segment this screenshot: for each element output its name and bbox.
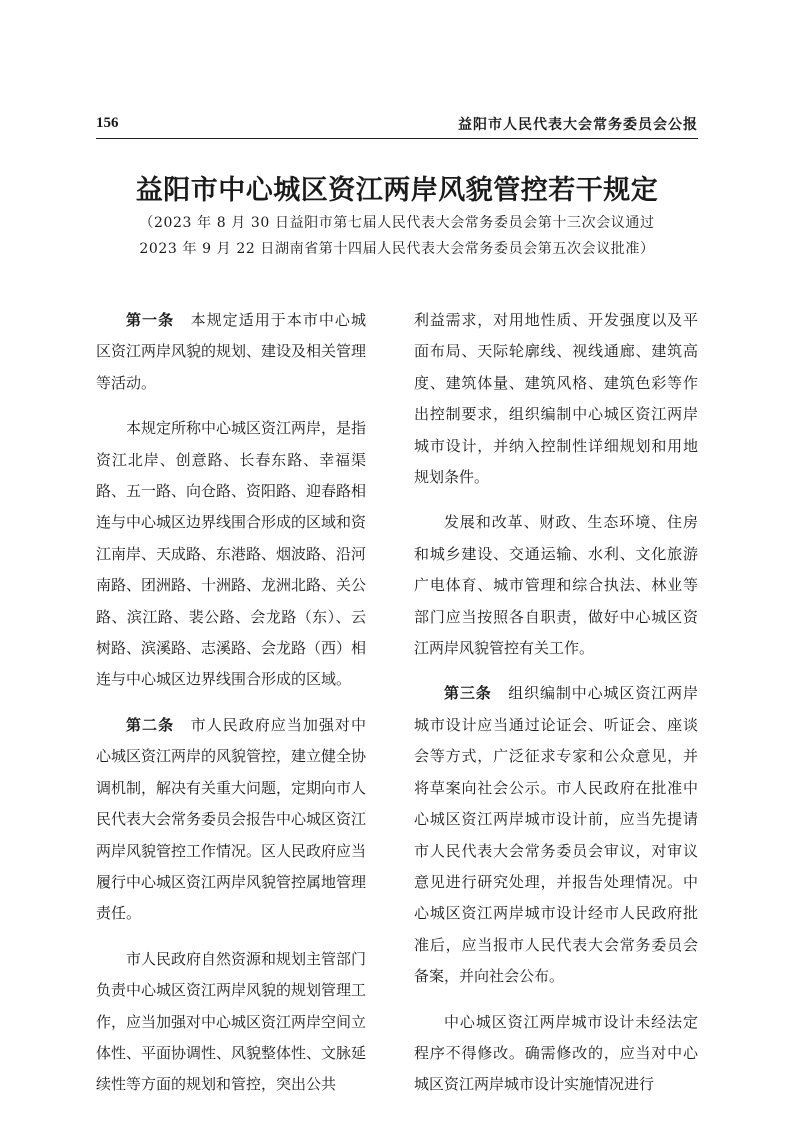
article-label: 第一条	[126, 311, 175, 329]
left-column	[96, 305, 366, 1115]
document-title: 益阳市中心城区资江两岸风貌管控若干规定	[135, 175, 659, 206]
paragraph-continuation	[414, 305, 698, 493]
subtitle-line-2: 2023 年 9 月 22 日湖南省第十四届人民代表大会常务委员会第五次会议批准）	[139, 241, 655, 257]
paragraph-text: 本规定适用于本市中心城区资江两岸风貌的规划、建设及相关管理等活动。	[96, 311, 367, 392]
paragraph-text: 市人民政府自然资源和规划主管部门负责中心城区资江两岸风貌的规划管理工作，应当加强对中心城区资江两岸空间立体性、平面协调性、风貌整体性、文脉延续性等方面的规划和管控，突出公共	[96, 949, 367, 1094]
right-column	[414, 305, 698, 1115]
article-1-paragraph	[96, 305, 366, 399]
article-2-paragraph	[96, 710, 366, 930]
paragraph-text: 中心城区资江两岸城市设计未经法定程序不得修改。确需修改的，应当对中心城区资江两岸城市设计实施情况进行	[414, 1012, 698, 1094]
article-label: 第三条	[444, 684, 492, 703]
subtitle-line-1: （2023 年 8 月 30 日益阳市第七届人民代表大会常务委员会第十三次会议通过	[139, 215, 655, 231]
paragraph	[96, 944, 366, 1101]
paragraph-text: 本规定所称中心城区资江两岸，是指资江北岸、创意路、长春东路、幸福渠路、五一路、向仓路、资阳路、迎春路相连与中心城区边界线围合形成的区域和资江南岸、天成路、东港路、烟波路、沿河南路、团洲路、十洲路、龙洲北路、关公路、滨江路、裴公路、会龙路（东）、云树路、滨溪路、志溪路、会龙路（西）相连与中心城区边界线围合形成的区域。	[96, 419, 367, 689]
running-header	[96, 113, 698, 135]
article-3-paragraph	[414, 678, 698, 992]
paragraph-text: 利益需求，对用地性质、开发强度以及平面布局、天际轮廓线、视线通廊、建筑高度、建筑体量、建筑风格、建筑色彩等作出控制要求，组织编制中心城区资江两岸城市设计，并纳入控制性详细规划和用地规划条件。	[414, 311, 698, 487]
paragraph	[414, 507, 698, 664]
header-rule	[96, 138, 698, 139]
paragraph-text: 组织编制中心城区资江两岸城市设计应当通过论证会、听证会、座谈会等方式，广泛征求专家和公众意见，并将草案向社会公示。市人民政府在批准中心城区资江两岸城市设计前，应当先提请市人民代表大会常务委员会审议，对审议意见进行研究处理，并报告处理情况。中心城区资江两岸城市设计经市人民政府批准后，应当报市人民代表大会常务委员会备案，并向社会公布。	[414, 684, 698, 986]
paragraph	[414, 1007, 698, 1101]
paragraph	[96, 413, 366, 696]
journal-name: 益阳市人民代表大会常务委员会公报	[458, 117, 698, 133]
paragraph-text: 市人民政府应当加强对中心城区资江两岸的风貌管控，建立健全协调机制，解决有关重大问题，定期向市人民代表大会常务委员会报告中心城区资江两岸风貌管控工作情况。区人民政府应当履行中心城区资江两岸风貌管控属地管理责任。	[96, 715, 367, 923]
article-label: 第二条	[126, 715, 175, 734]
page-number: 156	[96, 115, 119, 131]
paragraph-text: 发展和改革、财政、生态环境、住房和城乡建设、交通运输、水利、文化旅游广电体育、城市管理和综合执法、林业等部门应当按照各自职责，做好中心城区资江两岸风貌管控有关工作。	[414, 513, 698, 658]
